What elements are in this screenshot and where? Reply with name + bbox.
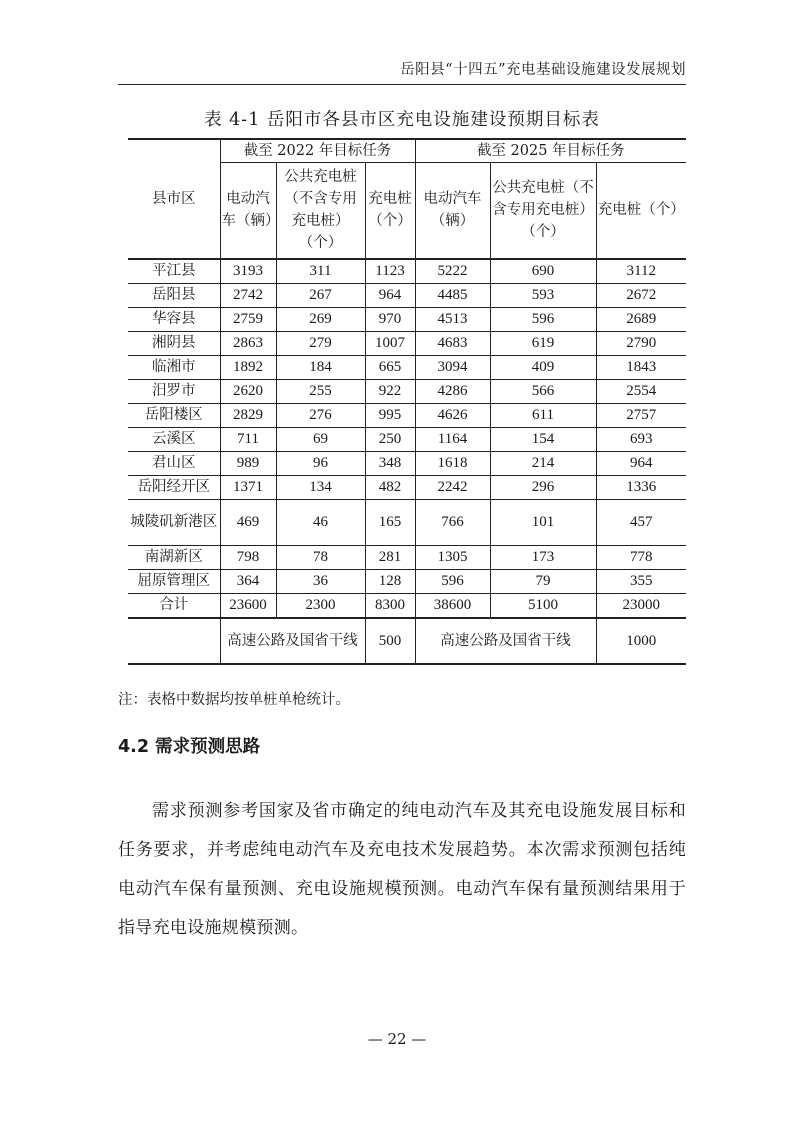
- value-cell: 596: [490, 307, 596, 331]
- table-row: [128, 259, 686, 284]
- value-cell: 4513: [415, 307, 490, 331]
- header-ev-2022: 电动汽车（辆）: [220, 163, 276, 259]
- region-cell: 岳阳经开区: [128, 475, 220, 499]
- region-cell: 岳阳县: [128, 283, 220, 307]
- value-cell: 970: [365, 307, 415, 331]
- value-cell: 23000: [596, 593, 686, 618]
- value-cell: 279: [276, 331, 365, 355]
- value-cell: 154: [490, 427, 596, 451]
- value-cell: 79: [490, 569, 596, 593]
- document-header: 岳阳县“十四五”充电基础设施建设发展规划: [118, 58, 686, 85]
- value-cell: 364: [220, 569, 276, 593]
- value-cell: 165: [365, 499, 415, 545]
- value-cell: 46: [276, 499, 365, 545]
- table-header-row: [128, 139, 686, 163]
- value-cell: 2620: [220, 379, 276, 403]
- value-cell: 36: [276, 569, 365, 593]
- value-cell: 922: [365, 379, 415, 403]
- value-cell: 267: [276, 283, 365, 307]
- region-cell: 岳阳楼区: [128, 403, 220, 427]
- value-cell: 101: [490, 499, 596, 545]
- value-cell: 128: [365, 569, 415, 593]
- value-cell: 798: [220, 545, 276, 569]
- header-ev-2025: 电动汽车（辆）: [415, 163, 490, 259]
- value-cell: 2757: [596, 403, 686, 427]
- region-cell: 君山区: [128, 451, 220, 475]
- value-cell: 469: [220, 499, 276, 545]
- value-cell: 311: [276, 259, 365, 284]
- region-cell: 平江县: [128, 259, 220, 284]
- value-cell: 3112: [596, 259, 686, 284]
- value-cell: 214: [490, 451, 596, 475]
- header-public-2022: 公共充电桩（不含专用充电桩）（个）: [276, 163, 365, 259]
- value-cell: 1164: [415, 427, 490, 451]
- value-cell: 4485: [415, 283, 490, 307]
- header-charger-2025: 充电桩（个）: [596, 163, 686, 259]
- table-caption: 表 4-1 岳阳市各县市区充电设施建设预期目标表: [204, 110, 600, 130]
- header-charger-2022: 充电桩（个）: [365, 163, 415, 259]
- value-cell: 4683: [415, 331, 490, 355]
- value-cell: 281: [365, 545, 415, 569]
- table-row: [128, 475, 686, 499]
- value-cell: 596: [415, 569, 490, 593]
- region-cell: 合计: [128, 593, 220, 618]
- value-cell: 1892: [220, 355, 276, 379]
- value-cell: 1618: [415, 451, 490, 475]
- value-cell: 2689: [596, 307, 686, 331]
- value-cell: 693: [596, 427, 686, 451]
- value-cell: 23600: [220, 593, 276, 618]
- value-cell: 611: [490, 403, 596, 427]
- value-cell: 2790: [596, 331, 686, 355]
- value-cell: 1371: [220, 475, 276, 499]
- value-cell: 482: [365, 475, 415, 499]
- value-cell: 134: [276, 475, 365, 499]
- highway-label-2022: 高速公路及国省干线: [220, 618, 365, 664]
- value-cell: 1123: [365, 259, 415, 284]
- value-cell: 593: [490, 283, 596, 307]
- value-cell: 2242: [415, 475, 490, 499]
- value-cell: 778: [596, 545, 686, 569]
- table-note: 注：表格中数据均按单桩单枪统计。: [118, 692, 350, 708]
- region-cell: 城陵矶新港区: [128, 499, 220, 545]
- table-row: [128, 451, 686, 475]
- value-cell: 8300: [365, 593, 415, 618]
- table-row: [128, 593, 686, 618]
- region-cell: 临湘市: [128, 355, 220, 379]
- value-cell: 5222: [415, 259, 490, 284]
- value-cell: 173: [490, 545, 596, 569]
- value-cell: 276: [276, 403, 365, 427]
- value-cell: 989: [220, 451, 276, 475]
- value-cell: 4286: [415, 379, 490, 403]
- table-row: [128, 331, 686, 355]
- value-cell: 296: [490, 475, 596, 499]
- region-cell: 汨罗市: [128, 379, 220, 403]
- value-cell: 255: [276, 379, 365, 403]
- value-cell: 348: [365, 451, 415, 475]
- value-cell: 409: [490, 355, 596, 379]
- value-cell: 566: [490, 379, 596, 403]
- table-row: [128, 427, 686, 451]
- value-cell: 250: [365, 427, 415, 451]
- value-cell: 2742: [220, 283, 276, 307]
- table-row: [128, 307, 686, 331]
- table-row: [128, 545, 686, 569]
- value-cell: 2863: [220, 331, 276, 355]
- value-cell: 3193: [220, 259, 276, 284]
- value-cell: 184: [276, 355, 365, 379]
- table-row: [128, 499, 686, 545]
- charging-target-table: [128, 138, 686, 665]
- value-cell: 2672: [596, 283, 686, 307]
- value-cell: 269: [276, 307, 365, 331]
- region-cell: 屈原管理区: [128, 569, 220, 593]
- value-cell: 711: [220, 427, 276, 451]
- value-cell: 2829: [220, 403, 276, 427]
- highway-label-2025: 高速公路及国省干线: [415, 618, 596, 664]
- value-cell: 995: [365, 403, 415, 427]
- value-cell: 38600: [415, 593, 490, 618]
- value-cell: 457: [596, 499, 686, 545]
- table-row: [128, 379, 686, 403]
- header-group-2022: 截至 2022 年目标任务: [220, 139, 415, 163]
- value-cell: 4626: [415, 403, 490, 427]
- region-cell: 华容县: [128, 307, 220, 331]
- highway-value-2022: 500: [365, 618, 415, 664]
- value-cell: 964: [365, 283, 415, 307]
- value-cell: 2300: [276, 593, 365, 618]
- value-cell: 665: [365, 355, 415, 379]
- table-row: [128, 403, 686, 427]
- value-cell: 1305: [415, 545, 490, 569]
- value-cell: 78: [276, 545, 365, 569]
- highway-row: [128, 618, 686, 664]
- value-cell: 3094: [415, 355, 490, 379]
- section-heading: 4.2 需求预测思路: [118, 737, 261, 757]
- header-public-2025: 公共充电桩（不含专用充电桩）（个）: [490, 163, 596, 259]
- highway-value-2025: 1000: [596, 618, 686, 664]
- table-row: [128, 569, 686, 593]
- region-cell: 湘阴县: [128, 331, 220, 355]
- value-cell: 690: [490, 259, 596, 284]
- header-region: 县市区: [128, 139, 220, 259]
- table-row: [128, 283, 686, 307]
- value-cell: 69: [276, 427, 365, 451]
- page-number: — 22 —: [367, 1030, 427, 1048]
- region-cell: 南湖新区: [128, 545, 220, 569]
- value-cell: 619: [490, 331, 596, 355]
- value-cell: 2759: [220, 307, 276, 331]
- value-cell: 2554: [596, 379, 686, 403]
- value-cell: 1843: [596, 355, 686, 379]
- value-cell: 1007: [365, 331, 415, 355]
- highway-region-cell: [128, 618, 220, 664]
- value-cell: 96: [276, 451, 365, 475]
- section-paragraph: 需求预测参考国家及省市确定的纯电动汽车及其充电设施发展目标和任务要求，并考虑纯电动汽车及充电技术发展趋势。本次需求预测包括纯电动汽车保有量预测、充电设施规模预测。电动汽车保有量预测结果用于指导充电设施规模预测。: [118, 801, 686, 938]
- table-row: [128, 355, 686, 379]
- header-group-2025: 截至 2025 年目标任务: [415, 139, 686, 163]
- value-cell: 1336: [596, 475, 686, 499]
- value-cell: 964: [596, 451, 686, 475]
- value-cell: 766: [415, 499, 490, 545]
- value-cell: 355: [596, 569, 686, 593]
- region-cell: 云溪区: [128, 427, 220, 451]
- value-cell: 5100: [490, 593, 596, 618]
